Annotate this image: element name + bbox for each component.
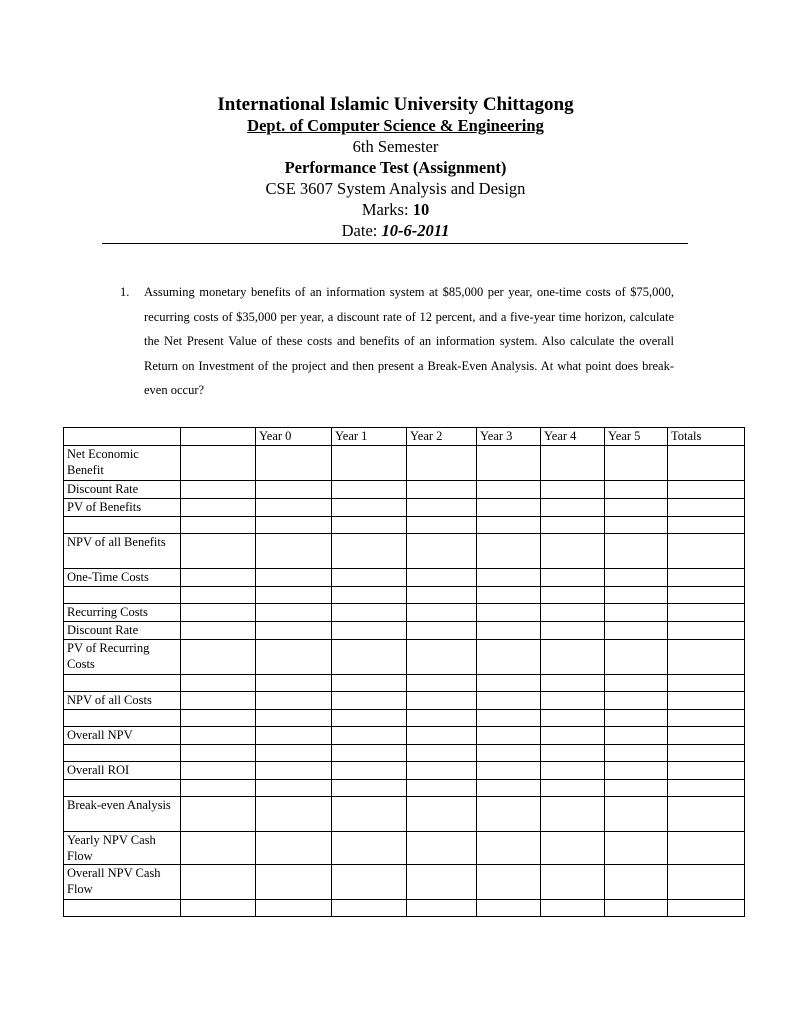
table-cell — [256, 692, 332, 710]
table-row — [64, 797, 745, 832]
table-cell — [541, 675, 605, 692]
table-row — [64, 675, 745, 692]
table-cell — [256, 762, 332, 780]
table-row — [64, 622, 745, 640]
table-cell — [541, 710, 605, 727]
table-cell — [477, 481, 541, 499]
table-cell — [605, 604, 668, 622]
table-row — [64, 727, 745, 745]
table-cell — [332, 622, 407, 640]
table-cell — [407, 692, 477, 710]
course-name: CSE 3607 System Analysis and Design — [265, 179, 526, 198]
table-cell — [668, 604, 745, 622]
table-cell — [407, 446, 477, 481]
table-cell — [668, 675, 745, 692]
table-cell — [605, 622, 668, 640]
table-row — [64, 517, 745, 534]
table-cell — [181, 762, 256, 780]
table-cell — [181, 499, 256, 517]
table-cell — [332, 832, 407, 865]
table-cell — [541, 517, 605, 534]
university-name: International Islamic University Chittagong — [217, 94, 574, 115]
table-cell — [332, 604, 407, 622]
table-row — [64, 832, 745, 865]
npv-worksheet-table — [63, 427, 745, 917]
table-cell — [605, 587, 668, 604]
date-value: 10-6-2011 — [381, 221, 450, 240]
table-cell — [256, 640, 332, 675]
table-cell — [256, 745, 332, 762]
table-cell — [256, 900, 332, 917]
table-cell — [181, 745, 256, 762]
table-cell — [181, 587, 256, 604]
row-label — [64, 780, 181, 797]
marks-label: Marks: — [361, 200, 409, 219]
table-cell — [181, 569, 256, 587]
table-cell — [541, 446, 605, 481]
table-cell — [407, 587, 477, 604]
row-label: NPV of all Costs — [64, 692, 181, 710]
table-row — [64, 534, 745, 569]
table-cell — [332, 640, 407, 675]
table-body — [64, 428, 745, 917]
table-cell — [541, 640, 605, 675]
table-cell — [407, 499, 477, 517]
table-cell — [477, 534, 541, 569]
table-cell — [605, 900, 668, 917]
table-cell — [332, 517, 407, 534]
table-cell — [256, 865, 332, 900]
table-cell — [477, 762, 541, 780]
table-cell — [332, 780, 407, 797]
table-cell — [541, 865, 605, 900]
row-label — [64, 517, 181, 534]
table-cell — [332, 675, 407, 692]
table-cell — [407, 622, 477, 640]
row-label: PV of Benefits — [64, 499, 181, 517]
marks-line — [0, 199, 791, 220]
table-cell — [605, 710, 668, 727]
table-cell — [668, 640, 745, 675]
row-label: Discount Rate — [64, 622, 181, 640]
table-cell — [668, 446, 745, 481]
column-header — [181, 428, 256, 446]
table-cell — [668, 780, 745, 797]
column-header — [64, 428, 181, 446]
row-label — [64, 710, 181, 727]
table-cell — [256, 517, 332, 534]
table-cell — [477, 780, 541, 797]
column-header-year-5: Year 5 — [605, 428, 668, 446]
table-cell — [332, 710, 407, 727]
column-header-totals: Totals — [668, 428, 745, 446]
table-cell — [256, 797, 332, 832]
table-cell — [332, 692, 407, 710]
table-cell — [541, 587, 605, 604]
table-cell — [407, 780, 477, 797]
table-cell — [256, 832, 332, 865]
table-cell — [256, 780, 332, 797]
table-row — [64, 692, 745, 710]
table-cell — [332, 762, 407, 780]
table-cell — [668, 797, 745, 832]
table-cell — [256, 710, 332, 727]
table-cell — [605, 762, 668, 780]
table-cell — [181, 517, 256, 534]
table-cell — [256, 534, 332, 569]
column-header-year-1: Year 1 — [332, 428, 407, 446]
table-cell — [605, 640, 668, 675]
row-label: Yearly NPV Cash Flow — [64, 832, 181, 865]
table-cell — [477, 692, 541, 710]
table-cell — [668, 710, 745, 727]
table-cell — [605, 569, 668, 587]
row-label: Net Economic Benefit — [64, 446, 181, 481]
table-row — [64, 900, 745, 917]
table-cell — [541, 692, 605, 710]
table-cell — [407, 797, 477, 832]
table-row — [64, 710, 745, 727]
question-number: 1. — [120, 285, 130, 299]
table-cell — [407, 900, 477, 917]
table-cell — [407, 481, 477, 499]
table-cell — [477, 587, 541, 604]
table-cell — [668, 692, 745, 710]
row-label: One-Time Costs — [64, 569, 181, 587]
table-cell — [477, 797, 541, 832]
table-cell — [668, 622, 745, 640]
table-cell — [181, 710, 256, 727]
table-cell — [477, 604, 541, 622]
table-cell — [477, 727, 541, 745]
table-cell — [407, 604, 477, 622]
table-cell — [541, 481, 605, 499]
table-cell — [668, 865, 745, 900]
table-cell — [332, 797, 407, 832]
table-cell — [541, 762, 605, 780]
table-cell — [605, 517, 668, 534]
table-cell — [541, 727, 605, 745]
table-cell — [256, 499, 332, 517]
table-cell — [407, 675, 477, 692]
table-cell — [181, 832, 256, 865]
table-cell — [605, 865, 668, 900]
table-cell — [668, 587, 745, 604]
table-cell — [605, 675, 668, 692]
table-cell — [332, 865, 407, 900]
table-cell — [407, 865, 477, 900]
date-label: Date: — [341, 221, 378, 240]
table-cell — [256, 569, 332, 587]
table-cell — [256, 675, 332, 692]
table-cell — [181, 446, 256, 481]
table-cell — [332, 745, 407, 762]
table-cell — [332, 446, 407, 481]
table-cell — [477, 675, 541, 692]
table-cell — [181, 692, 256, 710]
row-label: NPV of all Benefits — [64, 534, 181, 569]
table-cell — [407, 640, 477, 675]
table-cell — [541, 780, 605, 797]
table-cell — [332, 481, 407, 499]
table-cell — [256, 446, 332, 481]
row-label: Recurring Costs — [64, 604, 181, 622]
header-divider — [102, 243, 688, 244]
table-cell — [605, 692, 668, 710]
table-cell — [541, 569, 605, 587]
department-name: Dept. of Computer Science & Engineering — [247, 116, 544, 135]
table-cell — [541, 797, 605, 832]
table-row — [64, 446, 745, 481]
table-cell — [477, 745, 541, 762]
table-cell — [407, 534, 477, 569]
table-cell — [407, 832, 477, 865]
table-row — [64, 481, 745, 499]
row-label: Overall ROI — [64, 762, 181, 780]
table-cell — [668, 499, 745, 517]
marks-value: 10 — [412, 200, 430, 219]
row-label — [64, 587, 181, 604]
table-cell — [668, 569, 745, 587]
table-cell — [605, 499, 668, 517]
table-cell — [541, 900, 605, 917]
table-row — [64, 780, 745, 797]
date-line — [0, 220, 791, 241]
table-cell — [541, 832, 605, 865]
table-cell — [181, 865, 256, 900]
table-cell — [407, 569, 477, 587]
table-cell — [605, 481, 668, 499]
table-cell — [332, 587, 407, 604]
table-cell — [181, 780, 256, 797]
table-cell — [541, 499, 605, 517]
table-cell — [477, 832, 541, 865]
table-cell — [477, 446, 541, 481]
table-cell — [407, 517, 477, 534]
table-cell — [407, 727, 477, 745]
table-cell — [181, 604, 256, 622]
table-cell — [256, 622, 332, 640]
test-title: Performance Test (Assignment) — [284, 158, 507, 177]
table-cell — [181, 675, 256, 692]
table-cell — [541, 745, 605, 762]
row-label — [64, 900, 181, 917]
table-row — [64, 604, 745, 622]
question-text: Assuming monetary benefits of an information system at $85,000 per year, one-time costs of $75,000, recurring costs of $35,000 per year, a discount rate of 12 percent, and a five-year time horizon, calculate the Net Present Value of these costs and benefits of an information system. Also calculate the overall Return on Investment of the project and then present a Break-Even Analysis. At what point does break-even occur? — [144, 285, 674, 397]
row-label: Break-even Analysis — [64, 797, 181, 832]
table-cell — [477, 517, 541, 534]
table-cell — [668, 481, 745, 499]
table-cell — [668, 832, 745, 865]
table-cell — [181, 481, 256, 499]
table-cell — [256, 587, 332, 604]
table-cell — [668, 900, 745, 917]
semester: 6th Semester — [352, 137, 439, 156]
table-cell — [181, 900, 256, 917]
table-cell — [477, 499, 541, 517]
table-cell — [181, 640, 256, 675]
table-cell — [668, 534, 745, 569]
table-cell — [605, 832, 668, 865]
table-cell — [668, 745, 745, 762]
row-label: Overall NPV Cash Flow — [64, 865, 181, 900]
table-cell — [332, 499, 407, 517]
table-cell — [541, 622, 605, 640]
table-cell — [181, 534, 256, 569]
table-cell — [605, 780, 668, 797]
row-label: Discount Rate — [64, 481, 181, 499]
table-cell — [477, 640, 541, 675]
table-header-row — [64, 428, 745, 446]
table-cell — [407, 745, 477, 762]
row-label — [64, 745, 181, 762]
table-cell — [477, 900, 541, 917]
column-header-year-2: Year 2 — [407, 428, 477, 446]
column-header-year-3: Year 3 — [477, 428, 541, 446]
column-header-year-4: Year 4 — [541, 428, 605, 446]
table-cell — [332, 534, 407, 569]
table-cell — [181, 727, 256, 745]
table-cell — [541, 534, 605, 569]
table-cell — [477, 710, 541, 727]
table-cell — [477, 622, 541, 640]
table-cell — [256, 481, 332, 499]
table-row — [64, 762, 745, 780]
row-label: PV of Recurring Costs — [64, 640, 181, 675]
row-label: Overall NPV — [64, 727, 181, 745]
table-cell — [181, 622, 256, 640]
table-cell — [605, 797, 668, 832]
column-header-year-0: Year 0 — [256, 428, 332, 446]
document-header — [0, 94, 791, 241]
table-cell — [541, 604, 605, 622]
table-row — [64, 587, 745, 604]
table-cell — [477, 569, 541, 587]
table-cell — [605, 727, 668, 745]
table-cell — [256, 604, 332, 622]
table-cell — [668, 762, 745, 780]
table-cell — [407, 762, 477, 780]
table-cell — [181, 797, 256, 832]
table-cell — [477, 865, 541, 900]
table-cell — [605, 446, 668, 481]
table-cell — [332, 569, 407, 587]
table-row — [64, 569, 745, 587]
table-cell — [668, 727, 745, 745]
table-cell — [407, 710, 477, 727]
table-cell — [605, 745, 668, 762]
table-cell — [668, 517, 745, 534]
table-cell — [332, 727, 407, 745]
table-cell — [605, 534, 668, 569]
table-row — [64, 865, 745, 900]
table-row — [64, 640, 745, 675]
table-cell — [256, 727, 332, 745]
row-label — [64, 675, 181, 692]
table-row — [64, 745, 745, 762]
table-row — [64, 499, 745, 517]
table-cell — [332, 900, 407, 917]
